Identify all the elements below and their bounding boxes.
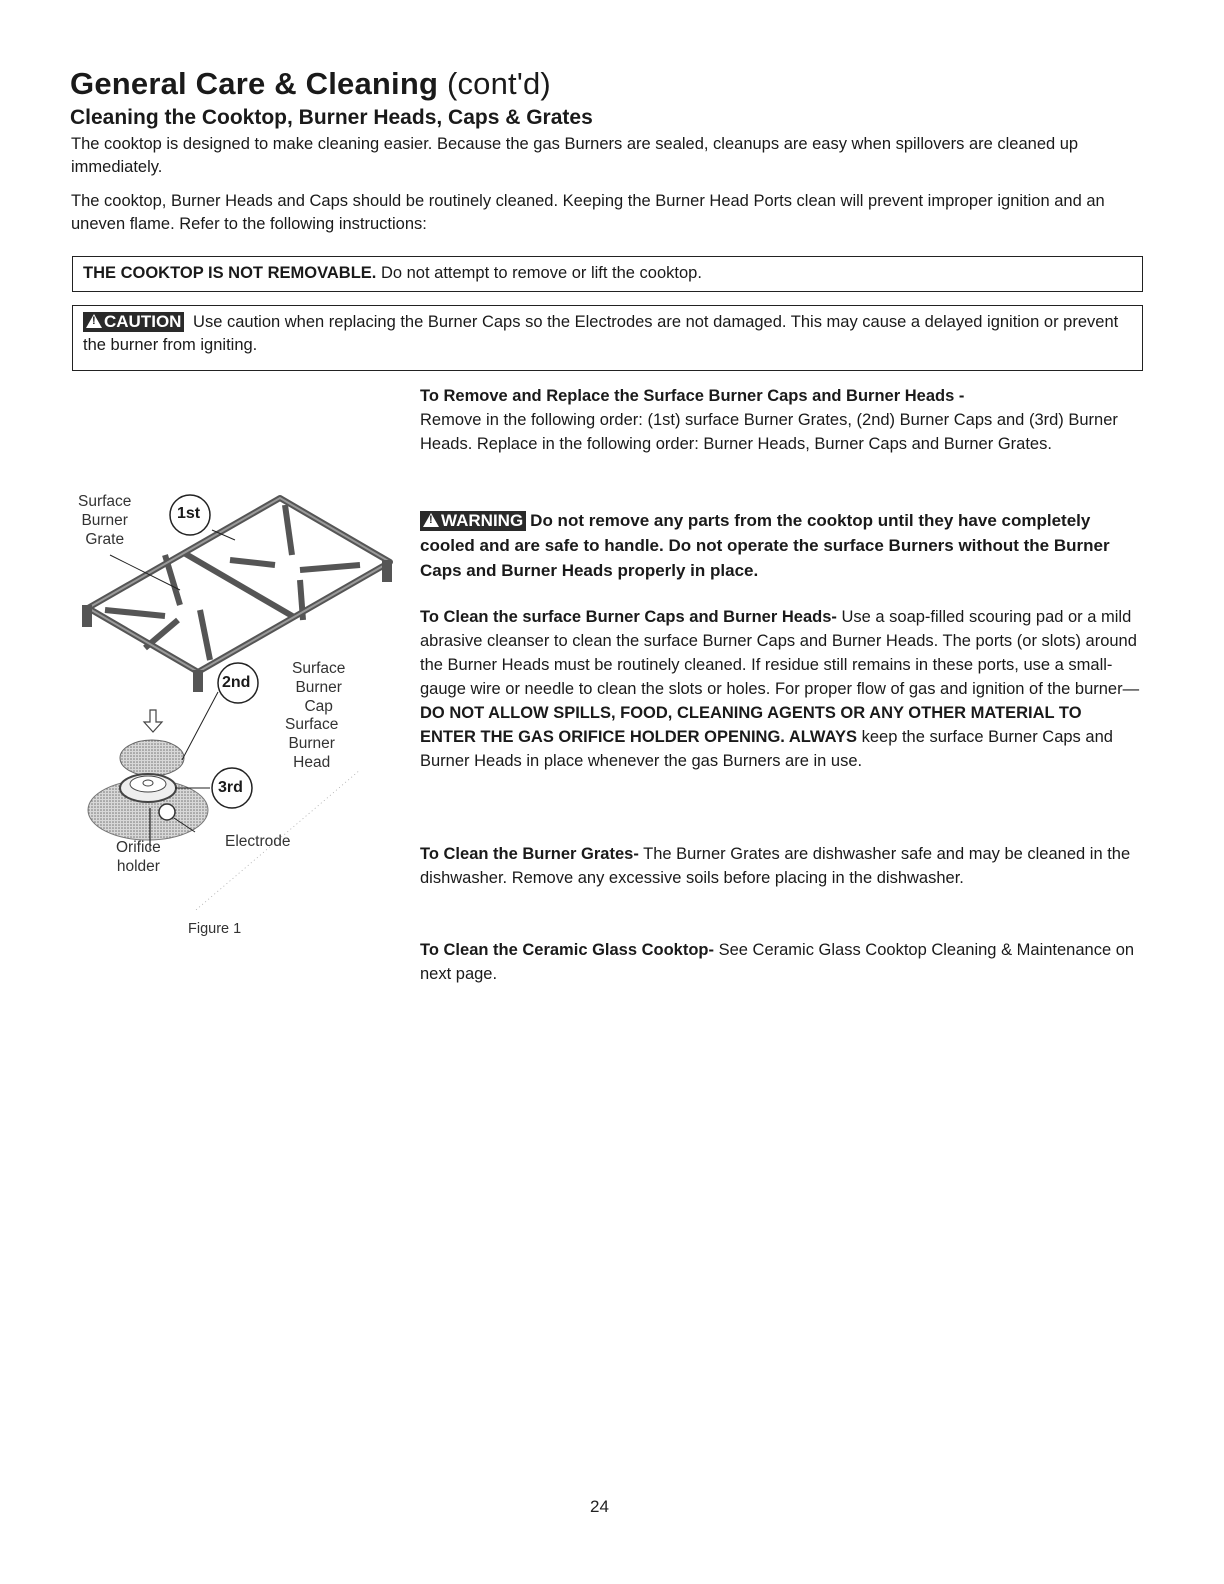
clean-caps-section	[420, 605, 1140, 773]
step-2nd-label: 2nd	[222, 674, 251, 691]
caution-box	[72, 305, 1143, 371]
clean-grates-heading: To Clean the Burner Grates-	[420, 845, 639, 863]
warning-triangle-icon	[86, 314, 102, 328]
figure-burner-assembly	[70, 470, 410, 910]
page-number: 24	[590, 1497, 609, 1516]
label-orifice: Orifice holder	[116, 839, 161, 875]
arrow-down-icon	[144, 710, 162, 732]
intro-paragraph-1: The cooktop is designed to make cleaning easier. Because the gas Burners are sealed, cleanups are easy when spillovers are cleaned up immediately.	[71, 135, 1079, 176]
burner-cap-icon	[120, 740, 184, 776]
clean-grates-text: The Burner Grates are dishwasher safe and may be cleaned in the dishwasher. Remove any excessive soils before placing in the dishwasher.	[420, 845, 1131, 887]
page-title	[70, 66, 551, 102]
warning-triangle-icon	[423, 513, 439, 527]
figure-caption: Figure 1	[188, 921, 242, 937]
clean-grates-section	[420, 842, 1140, 890]
clean-caps-text: Use a soap-filled scouring pad or a mild abrasive cleanser to clean the surface Burner Caps and Burner Heads. The ports (or slots) around the Burner Heads must be routinely cleaned. If residue still remains in these ports, use a small-gauge wire or needle to clean the slots or holes. For proper flow of gas and ignition of the burner—	[420, 608, 1140, 698]
clean-glass-section	[420, 938, 1140, 986]
label-cap: Surface Burner Cap	[292, 660, 346, 715]
remove-replace-text: Remove in the following order: (1st) surface Burner Grates, (2nd) Burner Caps and (3rd) Burner Heads. Replace in the following order: Burner Heads, Burner Caps and Burner Grates.	[420, 411, 1118, 453]
clean-glass-heading: To Clean the Ceramic Glass Cooktop-	[420, 941, 715, 959]
caution-text: Use caution when replacing the Burner Caps so the Electrodes are not damaged. This may cause a delayed ignition or prevent the burner from igniting.	[83, 313, 1119, 354]
warning-section	[420, 508, 1140, 583]
warning-badge: !WARNING	[420, 511, 526, 531]
step-3rd-label: 3rd	[218, 779, 243, 796]
label-electrode: Electrode	[225, 833, 291, 850]
burner-grate-icon	[88, 498, 390, 672]
not-removable-notice	[72, 256, 1143, 292]
electrode-icon	[159, 804, 175, 820]
remove-replace-section	[420, 384, 1140, 456]
clean-caps-bold: DO NOT ALLOW SPILLS, FOOD, CLEANING AGENTS OR ANY OTHER MATERIAL TO ENTER THE GAS ORIFICE HOLDER OPENING.	[420, 704, 1082, 746]
remove-replace-heading: To Remove and Replace the Surface Burner Caps and Burner Heads -	[420, 387, 965, 405]
warning-text: Do not remove any parts from the cooktop until they have completely cooled and are safe to handle. Do not operate the surface Burners without the Burner Caps and Burner Heads properly in place.	[420, 511, 1110, 580]
step-1st-label: 1st	[177, 505, 201, 522]
label-head: Surface Burner Head	[285, 716, 339, 771]
label-grate: Surface Burner Grate	[78, 493, 132, 548]
clean-glass-text: See Ceramic Glass Cooktop Cleaning & Maintenance on next page.	[420, 941, 1135, 983]
intro-paragraph-2: The cooktop, Burner Heads and Caps should be routinely cleaned. Keeping the Burner Head Ports clean will prevent improper ignition and an uneven flame. Refer to the following instructions:	[71, 192, 1105, 233]
notice-bold: THE COOKTOP IS NOT REMOVABLE.	[83, 264, 377, 282]
caution-badge: !CAUTION	[83, 312, 184, 332]
section-subtitle: Cleaning the Cooktop, Burner Heads, Caps & Grates	[70, 106, 593, 129]
notice-text: Do not attempt to remove or lift the cooktop.	[376, 264, 702, 282]
page-title-main: General Care & Cleaning	[70, 66, 439, 101]
page-title-suffix: (cont'd)	[446, 66, 551, 101]
clean-caps-tail: keep the surface Burner Caps and Burner Heads in place whenever the gas Burners are in use.	[420, 728, 1113, 770]
clean-caps-heading: To Clean the surface Burner Caps and Burner Heads-	[420, 608, 837, 626]
clean-caps-always: ALWAYS	[784, 728, 858, 746]
